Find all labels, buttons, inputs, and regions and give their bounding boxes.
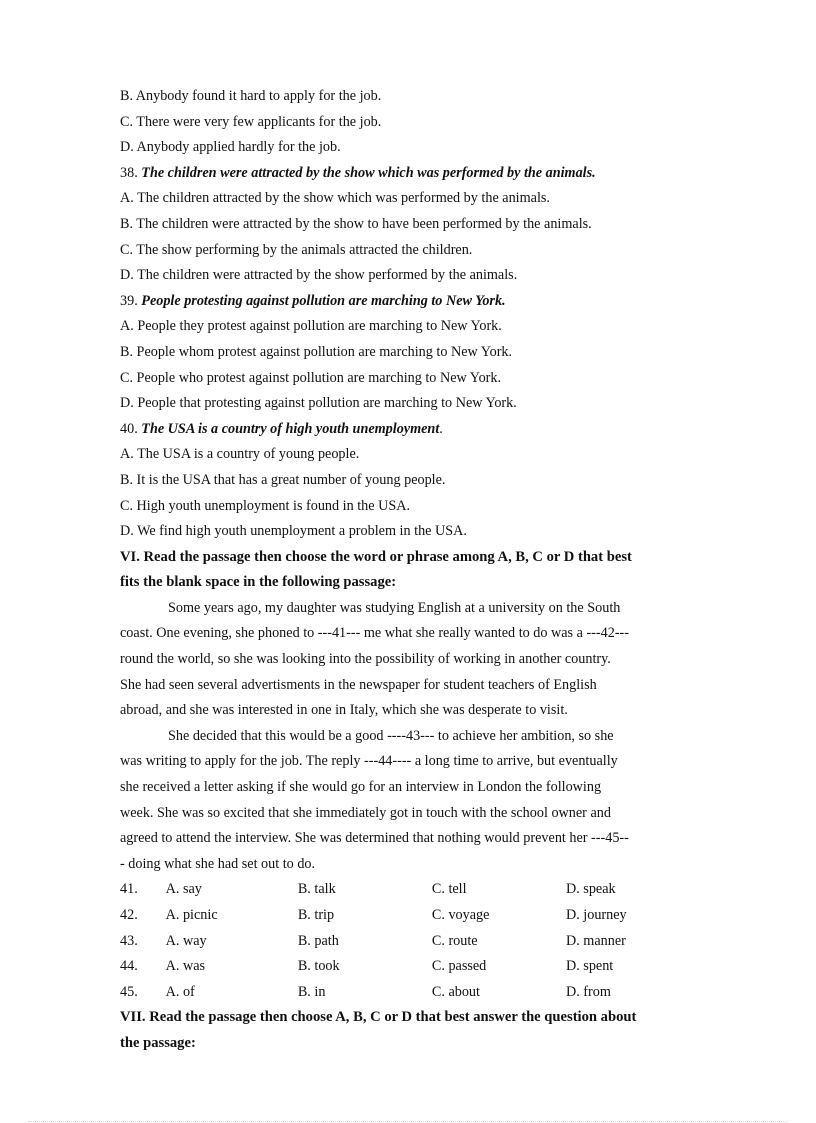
q40-option-a: A. The USA is a country of young people. xyxy=(120,446,360,463)
passage-paragraph-1 xyxy=(120,596,700,724)
q37-option-c: C. There were very few applicants for the job. xyxy=(120,113,382,130)
answer-row-42 xyxy=(120,903,700,929)
passage-line: coast. One evening, she phoned to ---41--- me what she really wanted to do was a ---42--- xyxy=(120,625,629,642)
answer-option-c: C. voyage xyxy=(431,907,490,923)
passage-line: - doing what she had set out to do. xyxy=(120,855,316,872)
q38-option-b: B. The children were attracted by the show to have been performed by the animals. xyxy=(120,215,592,232)
q40-stem-period: . xyxy=(439,420,443,437)
q39-stem xyxy=(120,289,700,315)
section-7-heading-line-2: the passage: xyxy=(120,1034,196,1051)
answer-row-45 xyxy=(120,980,700,1006)
passage-line: round the world, so she was looking into the possibility of working in another country. xyxy=(120,651,611,668)
answer-number: 42. xyxy=(120,907,138,923)
q40-number: 40. xyxy=(120,420,138,437)
passage-line: week. She was so excited that she immediately got in touch with the school owner and xyxy=(120,804,611,821)
answer-option-c: C. tell xyxy=(431,881,467,898)
q39-stem-text: People protesting against pollution are marching to New York. xyxy=(141,292,506,309)
answer-row-44 xyxy=(120,954,700,980)
answer-option-c: C. about xyxy=(431,983,480,1000)
section-7-heading-line-1: VII. Read the passage then choose A, B, C or D that best answer the question about xyxy=(120,1009,637,1026)
passage-line: agreed to attend the interview. She was determined that nothing would prevent her ---45-- xyxy=(120,830,629,847)
passage-line: She had seen several advertisments in the newspaper for student teachers of English xyxy=(120,676,597,693)
document-page xyxy=(120,84,700,1057)
answer-number: 44. xyxy=(120,958,138,975)
answer-option-a: A. say xyxy=(165,881,202,898)
q40-option-c: C. High youth unemployment is found in the USA. xyxy=(120,497,411,514)
answer-option-b: B. trip xyxy=(297,907,335,923)
q40-stem xyxy=(120,417,700,443)
section-6-heading-line-2: fits the blank space in the following passage: xyxy=(120,574,397,591)
answer-option-d: D. from xyxy=(565,983,611,1000)
q39-option-a: A. People they protest against pollution are marching to New York. xyxy=(120,318,502,335)
answer-option-b: B. took xyxy=(297,958,340,975)
q38-option-d: D. The children were attracted by the show performed by the animals. xyxy=(120,267,518,284)
q37-option-d: D. Anybody applied hardly for the job. xyxy=(120,139,341,156)
answer-row-43 xyxy=(120,929,700,955)
answer-option-c: C. route xyxy=(431,932,478,949)
answer-option-a: A. picnic xyxy=(165,907,218,923)
passage-line: she received a letter asking if she would go for an interview in London the following xyxy=(120,779,602,796)
passage-line: She decided that this would be a good ----43--- to achieve her ambition, so she xyxy=(168,727,614,744)
answer-number: 41. xyxy=(120,881,138,898)
passage-line: was writing to apply for the job. The reply ---44---- a long time to arrive, but eventually xyxy=(120,753,618,770)
answer-option-a: A. of xyxy=(165,983,195,1000)
answer-option-d: D. spent xyxy=(565,958,614,975)
answer-option-a: A. way xyxy=(165,932,207,949)
q39-option-b: B. People whom protest against pollution are marching to New York. xyxy=(120,343,513,360)
answer-row-41 xyxy=(120,877,700,903)
answer-option-c: C. passed xyxy=(431,958,487,975)
q39-number: 39. xyxy=(120,292,138,309)
passage-paragraph-2 xyxy=(120,724,700,878)
q38-option-a: A. The children attracted by the show which was performed by the animals. xyxy=(120,190,550,207)
q39-option-d: D. People that protesting against pollution are marching to New York. xyxy=(120,395,517,412)
q38-number: 38. xyxy=(120,164,138,181)
passage-line: abroad, and she was interested in one in Italy, which she was desperate to visit. xyxy=(120,702,568,719)
answer-option-b: B. in xyxy=(297,983,326,1000)
q40-option-b: B. It is the USA that has a great number of young people. xyxy=(120,471,446,488)
answer-option-a: A. was xyxy=(165,958,206,975)
q38-option-c: C. The show performing by the animals attracted the children. xyxy=(120,241,473,258)
q39-option-c: C. People who protest against pollution are marching to New York. xyxy=(120,369,502,386)
answer-option-d: D. speak xyxy=(565,881,616,898)
answer-option-d: D. manner xyxy=(565,932,626,949)
passage-line: Some years ago, my daughter was studying English at a university on the South xyxy=(168,599,621,616)
answer-option-b: B. talk xyxy=(297,881,336,898)
section-6-heading-line-1: VI. Read the passage then choose the word or phrase among A, B, C or D that best xyxy=(120,548,632,565)
answer-option-b: B. path xyxy=(297,932,339,949)
answer-option-d: D. journey xyxy=(565,907,627,923)
answer-number: 43. xyxy=(120,932,138,949)
page-bottom-divider xyxy=(28,1121,788,1122)
q38-stem-text: The children were attracted by the show which was performed by the animals. xyxy=(141,164,596,181)
q37-option-b: B. Anybody found it hard to apply for the job. xyxy=(120,88,382,104)
q38-stem xyxy=(120,161,700,187)
answer-number: 45. xyxy=(120,983,138,1000)
q40-option-d: D. We find high youth unemployment a problem in the USA. xyxy=(120,523,467,540)
q40-stem-text: The USA is a country of high youth unemployment xyxy=(141,420,440,437)
